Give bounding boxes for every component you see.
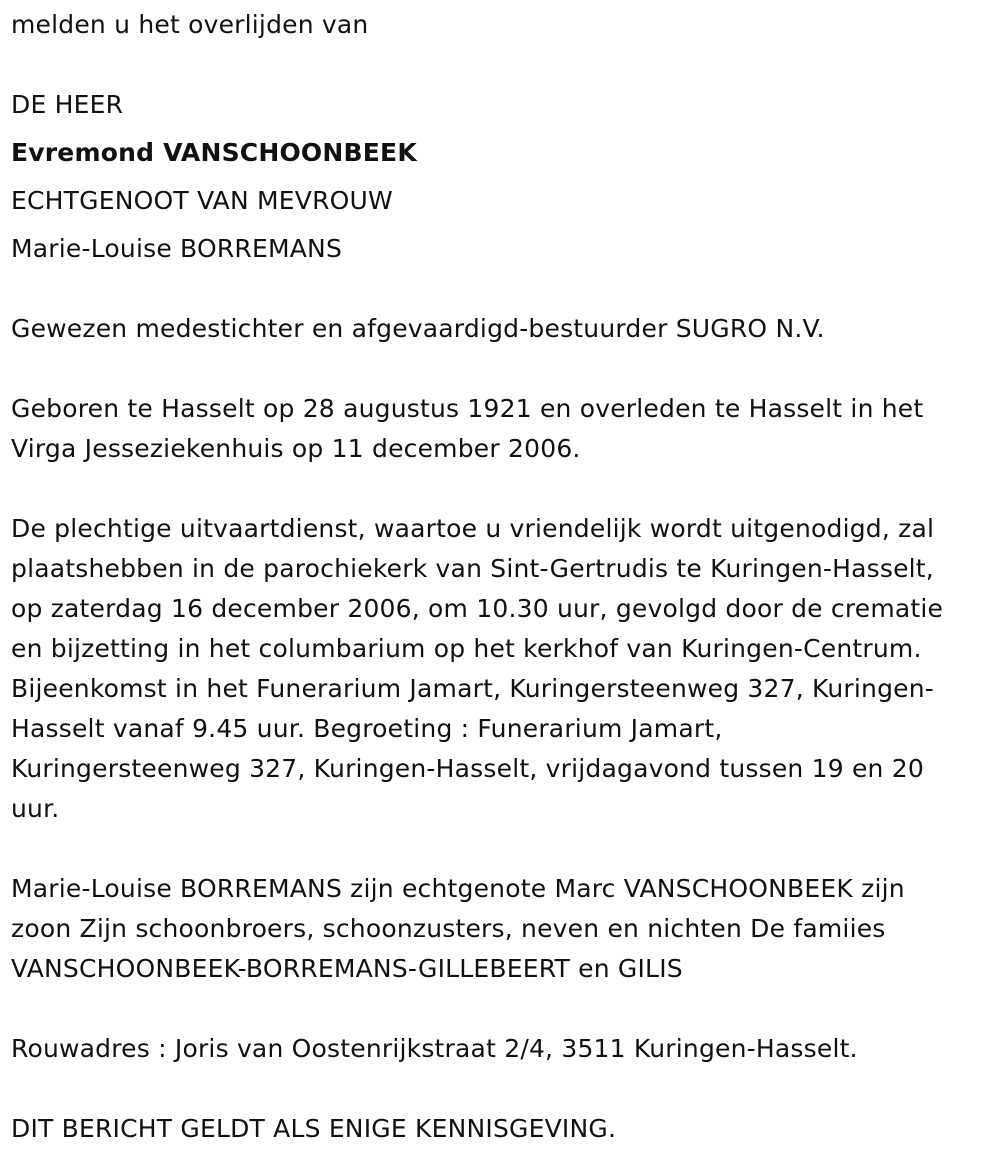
spouse-label: ECHTGENOOT VAN MEVROUW: [11, 186, 393, 215]
birth-death-line: Virga Jesseziekenhuis op 11 december 2006.: [11, 434, 581, 463]
ceremony-line: Bijeenkomst in het Funerarium Jamart, Kuringersteenweg 327, Kuringen-: [11, 674, 935, 703]
notice-text: DIT BERICHT GELDT ALS ENIGE KENNISGEVING.: [11, 1114, 617, 1143]
deceased-title: DE HEER: [11, 90, 124, 119]
spouse-name: Marie-Louise BORREMANS: [11, 234, 343, 263]
ceremony-line: uur.: [11, 794, 60, 823]
ceremony-line: De plechtige uitvaartdienst, waartoe u vriendelijk wordt uitgenodigd, zal: [11, 514, 935, 543]
deceased-name: Evremond VANSCHOONBEEK: [11, 138, 417, 167]
intro-text: melden u het overlijden van: [11, 10, 369, 39]
role-text: Gewezen medestichter en afgevaardigd-bestuurder SUGRO N.V.: [11, 314, 825, 343]
family-paragraph: [11, 869, 991, 989]
address-text: Rouwadres : Joris van Oostenrijkstraat 2/4, 3511 Kuringen-Hasselt.: [11, 1034, 858, 1063]
family-line: Marie-Louise BORREMANS zijn echtgenote Marc VANSCHOONBEEK zijn: [11, 874, 905, 903]
birth-death-line: Geboren te Hasselt op 28 augustus 1921 en overleden te Hasselt in het: [11, 394, 924, 423]
ceremony-line: Kuringersteenweg 327, Kuringen-Hasselt, vrijdagavond tussen 19 en 20: [11, 754, 924, 783]
ceremony-paragraph: [11, 509, 991, 829]
birth-death-paragraph: [11, 389, 991, 469]
family-line: VANSCHOONBEEK-BORREMANS-GILLEBEERT en GILIS: [11, 954, 683, 983]
ceremony-line: en bijzetting in het columbarium op het kerkhof van Kuringen-Centrum.: [11, 634, 922, 663]
ceremony-line: plaatshebben in de parochiekerk van Sint-Gertrudis te Kuringen-Hasselt,: [11, 554, 934, 583]
ceremony-line: op zaterdag 16 december 2006, om 10.30 uur, gevolgd door de crematie: [11, 594, 944, 623]
family-line: zoon Zijn schoonbroers, schoonzusters, neven en nichten De famiies: [11, 914, 886, 943]
ceremony-line: Hasselt vanaf 9.45 uur. Begroeting : Funerarium Jamart,: [11, 714, 723, 743]
